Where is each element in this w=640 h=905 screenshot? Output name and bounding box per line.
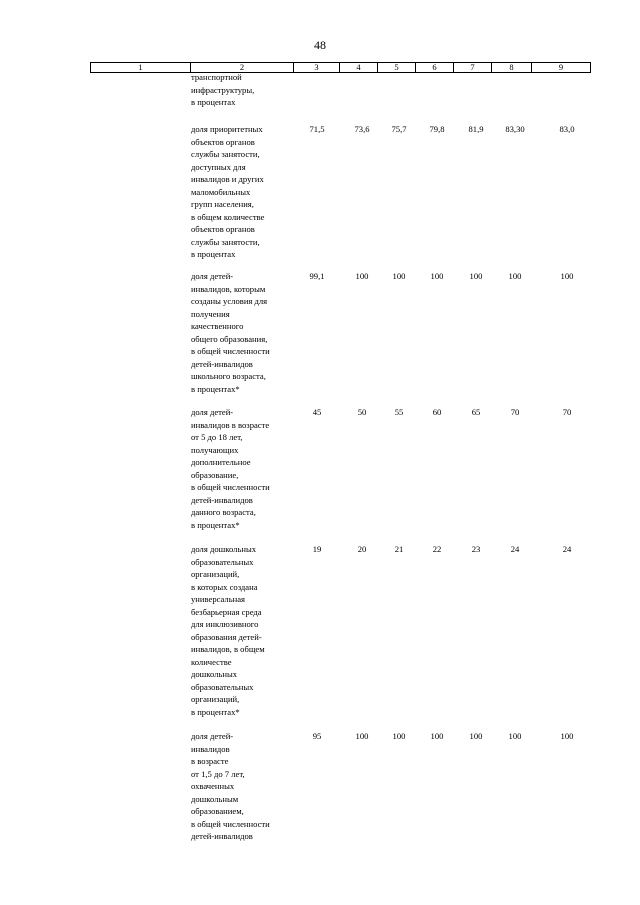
label-line: данного возраста, — [191, 507, 256, 517]
page-number: 48 — [314, 38, 326, 52]
value-cell: 23 — [471, 544, 481, 554]
label-line: доступных для — [191, 161, 246, 172]
label-line: объектов органов — [191, 224, 255, 234]
label-line: универсальная — [191, 594, 245, 604]
label-line: дополнительное — [191, 457, 251, 467]
value-cell: 100 — [355, 731, 369, 741]
label-line: детей-инвалидов — [191, 831, 253, 841]
label-line: инвалидов, которым — [191, 283, 266, 294]
header-row — [91, 63, 591, 73]
label-line: образовательных — [191, 681, 254, 692]
value-cell: 100 — [469, 731, 483, 741]
value-cell: 65 — [471, 407, 481, 417]
column-header-table — [90, 62, 591, 73]
label-line: групп населения, — [191, 199, 254, 209]
label-line: школьного возраста, — [191, 371, 266, 381]
header-cell: 7 — [454, 63, 492, 73]
label-line: количестве — [191, 656, 232, 667]
value-cell: 100 — [560, 271, 574, 281]
value-cell: 99,1 — [309, 271, 325, 281]
value-cell: 55 — [394, 407, 404, 417]
value-cell: 45 — [312, 407, 322, 417]
value-cell: 100 — [392, 731, 406, 741]
label-line: образовательных — [191, 556, 254, 567]
label-line: инвалидов — [191, 743, 230, 754]
label-line: транспортной — [191, 72, 242, 82]
indicator-label — [191, 543, 301, 718]
value-cell: 100 — [355, 271, 369, 281]
label-line: организаций, — [191, 694, 240, 704]
label-line: получения — [191, 308, 230, 319]
label-line: образование, — [191, 469, 239, 480]
label-line: охваченных — [191, 781, 235, 791]
label-line: детей-инвалидов — [191, 358, 253, 369]
value-cell: 22 — [432, 544, 442, 554]
label-line: в общем количестве — [191, 211, 265, 222]
indicator-label — [191, 406, 301, 531]
label-line: маломобильных — [191, 186, 251, 197]
value-cell: 19 — [312, 544, 322, 554]
label-line: созданы условия для — [191, 296, 268, 306]
value-cell: 83,0 — [559, 124, 575, 134]
value-cell: 21 — [394, 544, 404, 554]
value-cell: 100 — [560, 731, 574, 741]
label-line: для инклюзивного — [191, 619, 259, 629]
header-cell: 3 — [294, 63, 340, 73]
label-line: качественного — [191, 321, 244, 331]
value-cell: 79,8 — [429, 124, 445, 134]
label-line: в общей численности — [191, 346, 270, 356]
value-cell: 100 — [508, 271, 522, 281]
label-line: инвалидов, в общем — [191, 644, 265, 654]
label-line: службы занятости, — [191, 149, 260, 159]
indicator-label — [191, 270, 301, 395]
label-line: в возрасте — [191, 756, 229, 766]
label-line: объектов органов — [191, 136, 255, 147]
value-cell: 60 — [432, 407, 442, 417]
header-cell: 8 — [492, 63, 532, 73]
header-cell: 2 — [191, 63, 294, 73]
value-cell: 95 — [312, 731, 322, 741]
label-line: в которых создана — [191, 581, 258, 592]
label-line: образованием, — [191, 806, 244, 816]
label-line: доля дошкольных — [191, 544, 257, 554]
label-line: доля приоритетных — [191, 124, 263, 134]
value-cell: 81,9 — [468, 124, 484, 134]
value-cell: 73,6 — [354, 124, 370, 134]
label-line: организаций, — [191, 569, 240, 579]
label-line: безбарьерная среда — [191, 606, 262, 617]
value-cell: 75,7 — [391, 124, 407, 134]
value-cell: 100 — [508, 731, 522, 741]
label-line: инвалидов и других — [191, 174, 264, 184]
header-cell: 1 — [91, 63, 191, 73]
header-cell: 4 — [340, 63, 378, 73]
value-cell: 24 — [562, 544, 572, 554]
header-cell: 5 — [378, 63, 416, 73]
label-line: в процентах* — [191, 706, 240, 717]
label-line: образования детей- — [191, 631, 262, 642]
value-cell: 100 — [392, 271, 406, 281]
indicator-label — [191, 123, 301, 261]
label-line: детей-инвалидов — [191, 494, 253, 505]
value-cell: 83,30 — [505, 124, 525, 134]
label-line: в общей численности — [191, 818, 270, 829]
label-line: доля детей- — [191, 731, 234, 741]
label-line: инвалидов в возрасте — [191, 419, 270, 430]
value-cell: 71,5 — [309, 124, 325, 134]
indicator-label — [191, 730, 301, 843]
label-line: от 1,5 до 7 лет, — [191, 768, 245, 779]
value-cell: 100 — [430, 271, 444, 281]
value-cell: 70 — [510, 407, 520, 417]
header-cell: 9 — [532, 63, 591, 73]
value-cell: 24 — [510, 544, 520, 554]
label-line: в процентах* — [191, 383, 240, 394]
label-line: в общей численности — [191, 482, 270, 492]
value-cell: 100 — [430, 731, 444, 741]
value-cell: 100 — [469, 271, 483, 281]
label-line: дошкольным — [191, 793, 239, 804]
label-line: инфраструктуры, — [191, 84, 255, 95]
label-line: получающих — [191, 444, 239, 455]
label-line: в процентах* — [191, 519, 240, 530]
label-line: службы занятости, — [191, 236, 260, 247]
label-line: в процентах — [191, 249, 236, 259]
value-cell: 70 — [562, 407, 572, 417]
value-cell: 20 — [357, 544, 367, 554]
label-line: доля детей- — [191, 271, 234, 281]
label-line: общего образования, — [191, 333, 268, 344]
header-cell: 6 — [416, 63, 454, 73]
label-line: доля детей- — [191, 407, 234, 417]
label-line: от 5 до 18 лет, — [191, 432, 243, 442]
value-cell: 50 — [357, 407, 367, 417]
indicator-label — [191, 71, 301, 109]
label-line: дошкольных — [191, 669, 238, 679]
label-line: в процентах — [191, 97, 236, 107]
